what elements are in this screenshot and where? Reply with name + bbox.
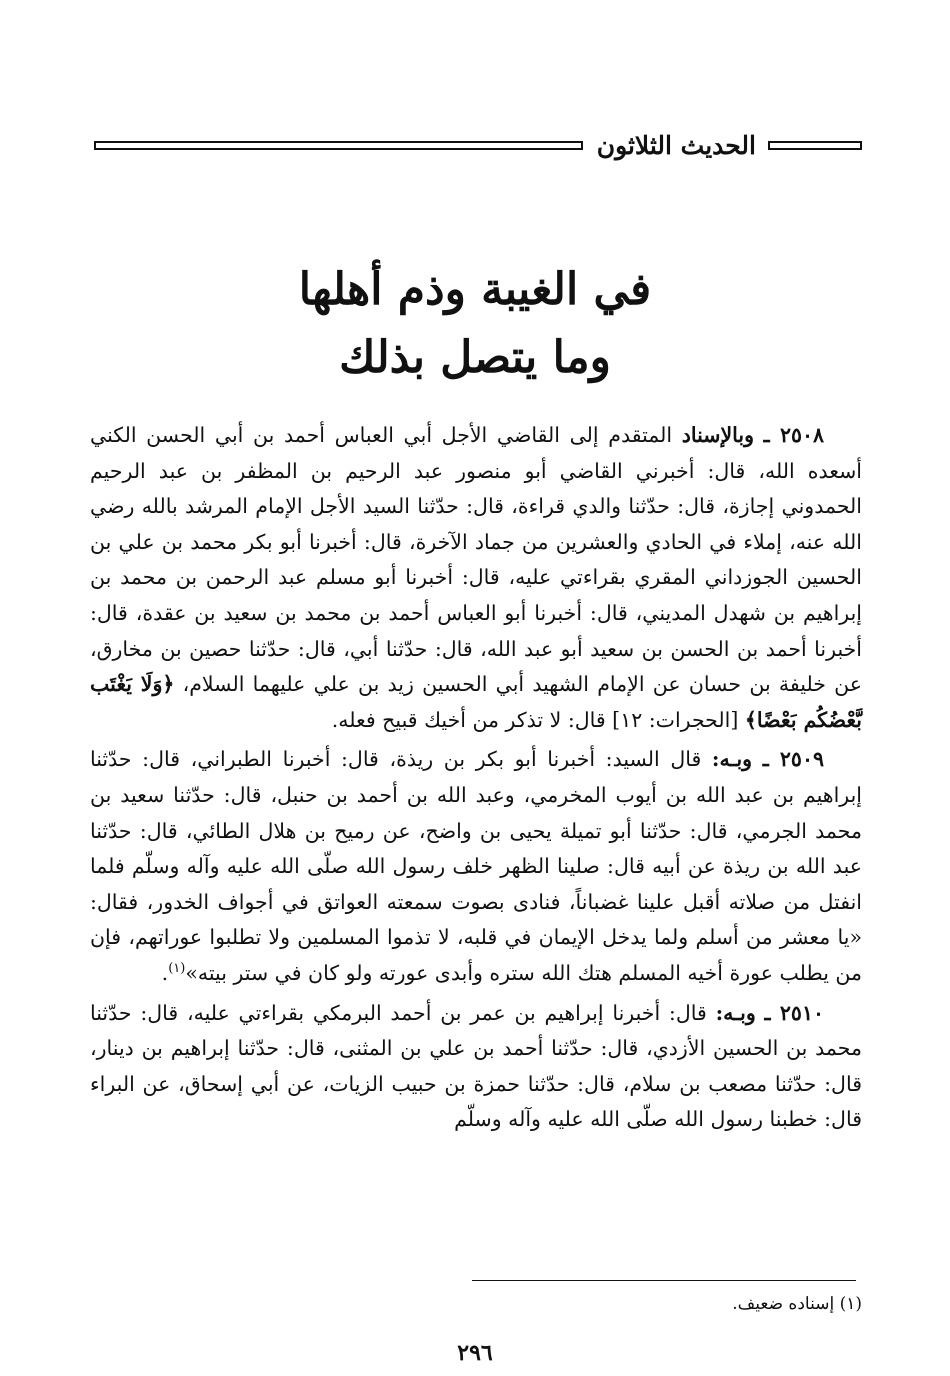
page-number: ٢٩٦ <box>457 1340 493 1366</box>
hadith-lead: وبـه: <box>711 747 753 772</box>
hadith-number: ٢٥١٠ ـ <box>764 1000 824 1025</box>
verse-reference: [الحجرات: ١٢] قال: لا تذكر من أخيك قبيح فعله. <box>331 707 739 732</box>
hadith-lead: وبالإسناد <box>681 423 754 447</box>
hadith-number: ٢٥٠٨ ـ <box>763 423 824 447</box>
header-ornament-right <box>768 141 862 150</box>
footnote: (١) إسناده ضعيف. <box>732 1294 862 1314</box>
quran-verse: ﴿وَلَا يَغْتَب بَّعْضُكُم بَعْضًا﴾ <box>90 672 862 732</box>
hadith-tail: . <box>161 960 169 985</box>
hadith-text: قال: أخبرنا إبراهيم بن عمر بن أحمد البرمكي بقراءتي عليه، قال: حدّثنا محمد بن الحسين الأزدي، قال: حدّثنا أحمد بن علي بن المثنى، قال: حدّثنا إبراهيم بن دينار، قال: حدّثنا مصعب بن سلام، قال: حدّثنا حمزة بن حبيب الزيات، عن أبي إسحاق، عن البراء قال: خطبنا رسول الله صلّى الله عليه وآله وسلّم <box>90 1000 862 1132</box>
footnote-reference[interactable]: (١) <box>168 961 186 977</box>
hadith-paragraph <box>90 996 862 1138</box>
chapter-title-line-2: وما يتصل بذلك <box>339 332 611 383</box>
footnote-divider <box>472 1280 856 1281</box>
chapter-title-line-1: في الغيبة وذم أهلها <box>298 264 652 315</box>
hadith-paragraph <box>90 742 862 991</box>
hadith-lead: وبـه: <box>715 1000 756 1025</box>
chapter-title <box>150 256 800 392</box>
running-header <box>94 122 862 168</box>
header-ornament-left <box>94 141 583 150</box>
running-title: الحديث الثلاثون <box>596 130 756 160</box>
hadith-number: ٢٥٠٩ ـ <box>762 747 824 772</box>
hadith-paragraph <box>90 418 862 738</box>
body-text <box>90 418 862 1142</box>
hadith-text: قال السيد: أخبرنا أبو بكر بن ريذة، قال: أخبرنا الطبراني، قال: حدّثنا إبراهيم بن عبد الله بن أيوب المخرمي، وعبد الله بن أحمد بن حنبل، قال: حدّثنا سعيد بن محمد الجرمي، قال: حدّثنا أبو تميلة يحيى بن واضح، عن رميح بن هلال الطائي، قال: حدّثنا عبد الله بن ريذة عن أبيه قال: صلينا الظهر خلف رسول الله صلّى الله عليه وآله وسلّم فلما انفتل من صلاته أقبل علينا غضباناً، فنادى بصوت سمعته العواتق في أجواف الخدور، فقال: «يا معشر من أسلم ولما يدخل الإيمان في قلبه، لا تذموا المسلمين ولا تطلبوا عوراتهم، فإن من يطلب عورة أخيه المسلم هتك الله ستره وأبدى عورته ولو كان في ستر بيته» <box>90 747 862 985</box>
hadith-text: المتقدم إلى القاضي الأجل أبي العباس أحمد بن أبي الحسن الكني أسعده الله، قال: أخبرني القاضي أبو منصور عبد الرحيم بن المظفر بن عبد الرحيم الحمدوني إجازة، قال: حدّثنا والدي قراءة، قال: حدّثنا السيد الأجل الإمام المرشد بالله رضي الله عنه، إملاء في الحادي والعشرين من جماد الآخرة، قال: أخبرنا أبو بكر محمد بن علي بن الحسين الجوزداني المقري بقراءتي عليه، قال: أخبرنا أبو مسلم عبد الرحمن بن محمد بن إبراهيم بن شهدل المديني، قال: أخبرنا أبو العباس أحمد بن محمد بن سعيد بن عقدة، قال: أخبرنا أحمد بن الحسن بن سعيد أبو عبد الله، قال: حدّثنا أبي، قال: حدّثنا حصين بن مخارق، عن خليفة بن حسان عن الإمام الشهيد أبي الحسين زيد بن علي عليهما السلام، <box>90 423 862 697</box>
